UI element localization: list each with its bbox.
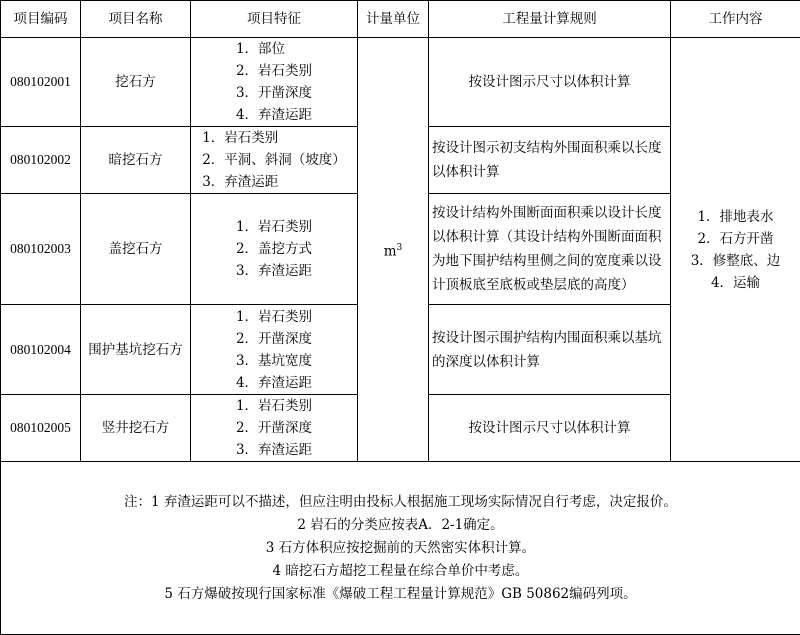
- feature-item: 2．开凿深度: [236, 328, 312, 350]
- header-name: 项目名称: [81, 1, 191, 38]
- header-features: 项目特征: [191, 1, 358, 38]
- item-rule: 按设计结构外围断面面积乘以设计长度以体积计算（其设计结构外围断面面积为地下围护结构里侧之间的宽度乘以设计顶板底至底板或垫层底的高度）: [429, 194, 671, 305]
- work-item: 4．运输: [691, 272, 781, 294]
- feature-item: 1．部位: [236, 38, 312, 60]
- item-code: 080102003: [1, 194, 81, 305]
- item-name: 挖石方: [81, 38, 191, 127]
- feature-item: 3．弃渣运距: [202, 171, 346, 193]
- item-features: [191, 194, 358, 305]
- work-item: 3．修整底、边: [691, 250, 781, 272]
- header-unit: 计量单位: [358, 1, 429, 38]
- header-work: 工作内容: [671, 1, 800, 38]
- item-rule: 按设计图示初支结构外围面积乘以长度以体积计算: [429, 127, 671, 194]
- note-line: 注：1 弃渣运距可以不描述，但应注明由投标人根据施工现场实际情况自行考虑，决定报价。: [3, 491, 798, 514]
- item-rule: 按设计图示围护结构内围面积乘以基坑的深度以体积计算: [429, 305, 671, 395]
- item-features: [191, 395, 358, 462]
- feature-item: 1．岩石类别: [236, 395, 312, 417]
- feature-item: 1．岩石类别: [202, 127, 346, 149]
- item-code: 080102001: [1, 38, 81, 127]
- feature-item: 3．弃渣运距: [236, 260, 312, 282]
- item-name: 盖挖石方: [81, 194, 191, 305]
- header-code: 项目编码: [1, 1, 81, 38]
- feature-item: 2．岩石类别: [236, 60, 312, 82]
- item-name: 暗挖石方: [81, 127, 191, 194]
- unit-exponent: 3: [397, 243, 403, 253]
- feature-item: 3．基坑宽度: [236, 350, 312, 372]
- item-code: 080102002: [1, 127, 81, 194]
- note-line: 4 暗挖石方超挖工程量在综合单价中考虑。: [3, 560, 798, 583]
- header-rule: 工程量计算规则: [429, 1, 671, 38]
- note-line: 3 石方体积应按挖掘前的天然密实体积计算。: [3, 537, 798, 560]
- work-item: 1．排地表水: [691, 206, 781, 228]
- feature-item: 4．弃渣运距: [236, 104, 312, 126]
- item-features: [191, 305, 358, 395]
- item-features: [191, 127, 358, 194]
- feature-item: 3．开凿深度: [236, 82, 312, 104]
- item-rule: 按设计图示尺寸以体积计算: [429, 395, 671, 462]
- item-rule: 按设计图示尺寸以体积计算: [429, 38, 671, 127]
- work-item: 2．石方开凿: [691, 228, 781, 250]
- unit-base: m: [384, 243, 397, 259]
- item-code: 080102005: [1, 395, 81, 462]
- table-row: [1, 38, 800, 127]
- feature-item: 1．岩石类别: [236, 306, 312, 328]
- work-content-cell: [671, 38, 800, 462]
- notes-row: [1, 462, 800, 635]
- feature-item: 2．开凿深度: [236, 417, 312, 439]
- feature-item: 2．盖挖方式: [236, 238, 312, 260]
- item-code: 080102004: [1, 305, 81, 395]
- notes-cell: [1, 462, 800, 635]
- item-name: 围护基坑挖石方: [81, 305, 191, 395]
- feature-item: 4．弃渣运距: [236, 372, 312, 394]
- note-line: 5 石方爆破按现行国家标准《爆破工程工程量计算规范》GB 50862编码列项。: [3, 583, 798, 606]
- item-name: 竖井挖石方: [81, 395, 191, 462]
- unit-cell: [358, 38, 429, 462]
- feature-item: 2．平洞、斜洞（坡度）: [202, 149, 346, 171]
- item-features: [191, 38, 358, 127]
- feature-item: 3．弃渣运距: [236, 439, 312, 461]
- note-line: 2 岩石的分类应按表A．2-1确定。: [3, 514, 798, 537]
- header-row: [1, 1, 800, 38]
- feature-item: 1．岩石类别: [236, 216, 312, 238]
